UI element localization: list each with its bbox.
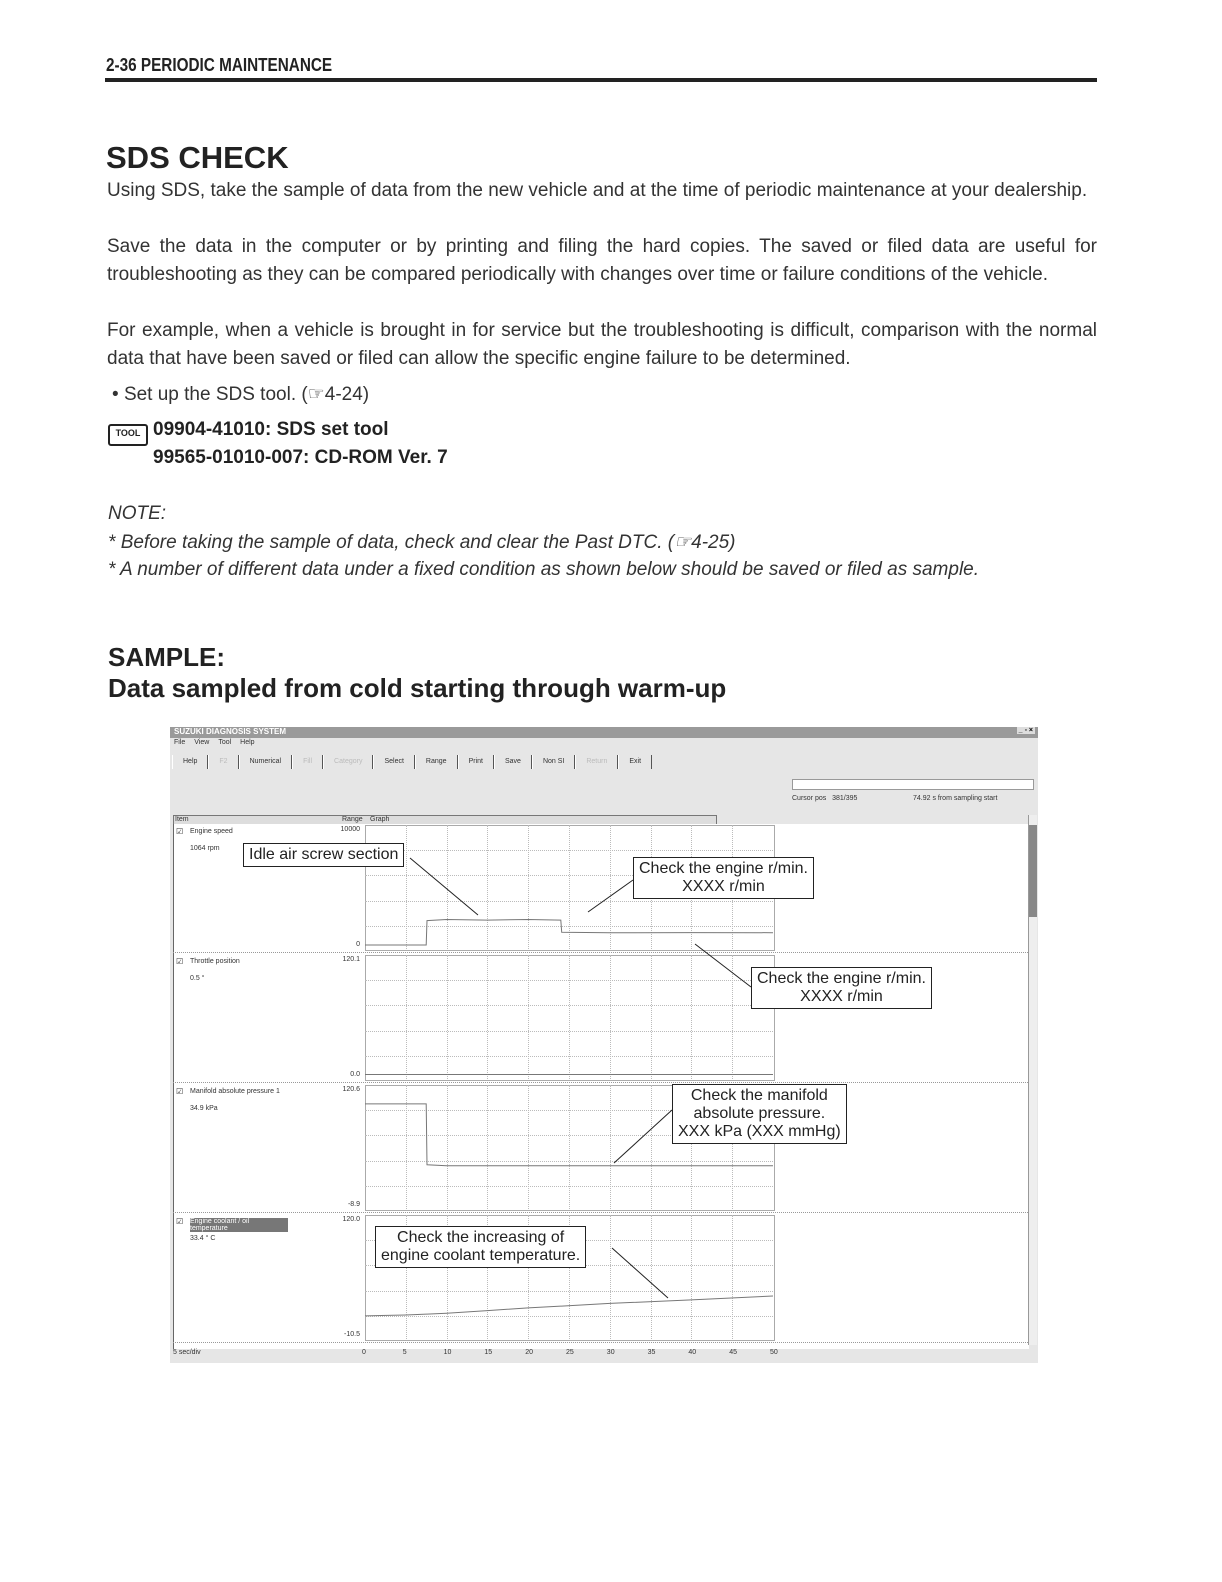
paragraph: Save the data in the computer or by printing and filing the hard copies. The saved or filed data are useful for troubleshooting as they can be compared periodically with changes over time or failure conditions of the vehicle. — [107, 236, 1097, 285]
item-checkbox[interactable]: ☑ — [176, 1217, 184, 1226]
range-max: 120.1 — [342, 956, 360, 963]
callout-arrow — [614, 1110, 672, 1163]
tool-line: 99565-01010-007: CD-ROM Ver. 7 — [153, 447, 448, 468]
toolbar-button-return[interactable]: Return — [575, 755, 618, 769]
x-tick-label: 10 — [443, 1349, 452, 1356]
toolbar-button-select[interactable]: Select — [373, 755, 414, 769]
x-tick-label: 5 — [402, 1349, 407, 1356]
note-label: NOTE: — [108, 503, 167, 524]
time-div: 5 sec/div — [173, 1349, 201, 1356]
x-tick-label: 45 — [729, 1349, 737, 1356]
callout-arrow — [410, 858, 478, 915]
range-min: 0 — [356, 941, 360, 948]
toolbar-button-category[interactable]: Category — [323, 755, 373, 769]
window-controls[interactable]: _ ▫ × — [1018, 727, 1033, 734]
menu-view[interactable]: View — [194, 739, 210, 746]
note-text: Before taking the sample of data, check and clear the Past DTC. ( — [120, 532, 675, 553]
range-min: -8.9 — [347, 1201, 360, 1208]
reference-link[interactable]: 4-24 — [324, 384, 363, 405]
cursor-pos-value: 381/395 — [832, 795, 858, 802]
x-tick-label: 40 — [688, 1349, 697, 1356]
note-item: * Before taking the sample of data, check and clear the Past DTC. (☞4-25) — [108, 532, 736, 553]
tool-line: 09904-41010: SDS set tool — [153, 419, 389, 440]
bullet-item: • Set up the SDS tool. (☞4-24) — [112, 384, 370, 405]
callout-arrow — [695, 944, 751, 987]
x-tick-label: 15 — [484, 1349, 493, 1356]
range-max: 120.0 — [342, 1216, 360, 1223]
range-min: -10.5 — [344, 1331, 360, 1338]
item-checkbox[interactable]: ☑ — [176, 957, 184, 966]
column-range: Range — [342, 816, 363, 823]
x-tick-label: 20 — [525, 1349, 533, 1356]
toolbar-button-print[interactable]: Print — [458, 755, 494, 769]
sample-subheading: Data sampled from cold starting through warm-up — [108, 673, 727, 703]
toolbar-button-numerical[interactable]: Numerical — [239, 755, 293, 769]
menu-file[interactable]: File — [174, 739, 186, 746]
item-value: 0.5 ° — [190, 975, 205, 982]
sample-heading: SAMPLE: — [108, 642, 225, 672]
bullet-text: Set up the SDS tool. ( — [123, 384, 308, 405]
item-name[interactable]: Manifold absolute pressure 1 — [190, 1088, 280, 1095]
x-tick-label: 0 — [362, 1349, 366, 1356]
column-item: Item — [175, 816, 189, 823]
toolbar-button-exit[interactable]: Exit — [618, 755, 652, 769]
item-checkbox[interactable]: ☑ — [176, 1087, 184, 1096]
callout: Check the manifold absolute pressure. XXX kPa (XXX mmHg) — [672, 1084, 847, 1144]
callout: Check the engine r/min. XXXX r/min — [751, 967, 932, 1009]
callout-arrow — [612, 1248, 668, 1298]
toolbar-button-help[interactable]: Help — [172, 755, 208, 769]
column-graph: Graph — [370, 816, 390, 823]
cursor-pos-label: Cursor pos — [792, 795, 827, 802]
callout: Check the increasing of engine coolant temperature. — [375, 1226, 586, 1268]
item-checkbox[interactable]: ☑ — [176, 827, 184, 836]
trace-3 — [365, 1296, 773, 1316]
item-value: 33.4 ° C — [190, 1235, 216, 1242]
app-title: SUZUKI DIAGNOSIS SYSTEM — [174, 727, 287, 736]
note-text: A number of different data under a fixed condition as shown below should be saved or filed as sample. — [119, 559, 980, 580]
note-item: * A number of different data under a fixed condition as shown below should be saved or filed as sample. — [108, 559, 980, 580]
toolbar-button-fill[interactable]: Fill — [292, 755, 323, 769]
toolbar-button-non-si[interactable]: Non SI — [532, 755, 575, 769]
x-tick-label: 30 — [606, 1349, 615, 1356]
reference-link[interactable]: 4-25) — [691, 532, 736, 553]
callout: Check the engine r/min. XXXX r/min — [633, 857, 814, 899]
item-value: 1064 rpm — [190, 845, 220, 852]
paragraph: Using SDS, take the sample of data from the new vehicle and at the time of periodic maintenance at your dealership. — [107, 180, 1088, 201]
range-min: 0.0 — [350, 1071, 360, 1078]
item-name[interactable]: Engine coolant / oil temperature — [190, 1218, 288, 1232]
page-header: 2-36 PERIODIC MAINTENANCE — [106, 55, 333, 75]
menu-tool[interactable]: Tool — [218, 739, 232, 746]
range-max: 10000 — [340, 826, 360, 833]
reference-icon: ☞ — [674, 532, 692, 553]
item-name[interactable]: Engine speed — [190, 828, 233, 835]
toolbar-button-range[interactable]: Range — [415, 755, 458, 769]
item-value: 34.9 kPa — [190, 1105, 218, 1112]
x-tick-label: 35 — [647, 1349, 656, 1356]
item-name[interactable]: Throttle position — [190, 958, 240, 965]
reference-icon: ☞ — [307, 384, 325, 405]
trace-0 — [365, 920, 773, 946]
callout-arrow — [588, 880, 633, 912]
x-tick-label: 50 — [770, 1349, 778, 1356]
range-max: 120.6 — [342, 1086, 360, 1093]
menu-help[interactable]: Help — [240, 739, 255, 746]
toolbar-button-save[interactable]: Save — [494, 755, 532, 769]
toolbar-button-f2[interactable]: F2 — [208, 755, 238, 769]
paragraph: For example, when a vehicle is brought in for service but the troubleshooting is difficult, comparison with the normal data that have been saved or filed can allow the specific engine failure to be determined. — [107, 320, 1097, 369]
callout: Idle air screw section — [243, 843, 404, 867]
x-tick-label: 25 — [566, 1349, 574, 1356]
page-title: SDS CHECK — [106, 140, 289, 175]
time-from-start: 74.92 s from sampling start — [913, 795, 998, 802]
tool-icon: TOOL — [108, 424, 148, 446]
